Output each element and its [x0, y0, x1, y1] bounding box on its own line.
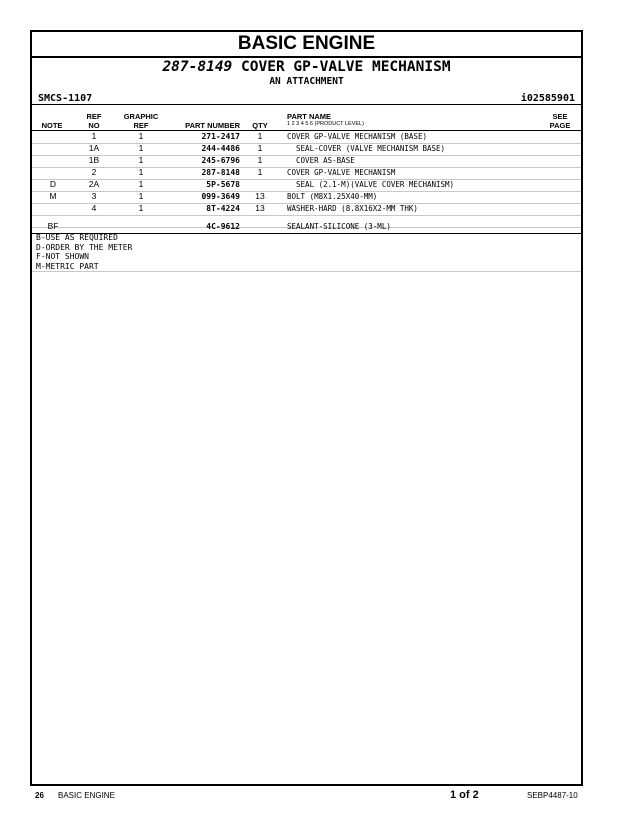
- note-item: M-METRIC PART: [36, 261, 99, 271]
- footer-page-of: 1 of 2: [450, 789, 479, 801]
- page-frame: [30, 30, 583, 786]
- row-note: BF: [47, 221, 59, 231]
- table-row: [32, 203, 581, 216]
- notes-rule: [32, 271, 581, 272]
- row-part-number[interactable]: 4C-9612: [206, 222, 240, 231]
- row-part-number[interactable]: 5P-5678: [206, 180, 240, 189]
- header-graphic-bottom: REF: [133, 121, 149, 130]
- row-ref: 1A: [88, 143, 100, 153]
- row-qty: 1: [257, 143, 263, 153]
- header-graphic-top: GRAPHIC: [123, 112, 159, 121]
- row-graphic-ref: 1: [138, 179, 144, 189]
- row-ref: 1: [91, 131, 97, 141]
- row-qty: 13: [255, 191, 265, 201]
- table-row: [32, 143, 581, 156]
- row-graphic-ref: 1: [138, 191, 144, 201]
- row-part-number[interactable]: 287-8148: [201, 168, 240, 177]
- table-row: [32, 167, 581, 180]
- footer-section: BASIC ENGINE: [58, 791, 115, 800]
- row-part-number[interactable]: 244-4486: [201, 144, 240, 153]
- row-graphic-ref: 1: [138, 155, 144, 165]
- header-ref-bottom: NO: [88, 121, 100, 130]
- row-graphic-ref: 1: [138, 143, 144, 153]
- row-ref: 2: [91, 167, 97, 177]
- header-see-top: SEE: [552, 112, 568, 121]
- table-row: [32, 179, 581, 192]
- section-title: BASIC ENGINE: [32, 32, 581, 58]
- row-part-number[interactable]: 271-2417: [201, 132, 240, 141]
- table-row: [32, 155, 581, 168]
- row-ref: 3: [91, 191, 97, 201]
- group-part-number[interactable]: 287-8149: [162, 59, 233, 75]
- header-part-number: PART NUMBER: [185, 121, 240, 130]
- row-part-name: SEALANT-SILICONE (3-ML): [287, 222, 391, 231]
- row-part-name: SEAL (2.1-M)(VALVE COVER MECHANISM): [287, 180, 455, 189]
- row-qty: 1: [257, 155, 263, 165]
- table-row: [32, 191, 581, 204]
- table-row: [32, 131, 581, 144]
- row-ref: 1B: [88, 155, 100, 165]
- note-item: B-USE AS REQUIRED: [36, 233, 118, 242]
- notes-legend: [36, 233, 132, 271]
- group-subtitle: AN ATTACHMENT: [269, 76, 344, 87]
- footer-doc-id: SEBP4487-10: [527, 791, 578, 800]
- header-product-levels: 1 2 3 4 5 6 (PRODUCT LEVEL): [287, 121, 364, 127]
- row-ref: 2A: [88, 179, 100, 189]
- header-ref-top: REF: [86, 112, 102, 121]
- row-part-name: SEAL-COVER (VALVE MECHANISM BASE): [287, 144, 446, 153]
- note-item: F-NOT SHOWN: [36, 252, 89, 261]
- row-ref: 4: [91, 203, 97, 213]
- header-note: NOTE: [41, 121, 63, 130]
- row-graphic-ref: 1: [138, 131, 144, 141]
- header-qty: QTY: [252, 121, 268, 130]
- table-row: [32, 221, 581, 234]
- header-part-name: PART NAME: [287, 112, 332, 121]
- row-part-name: COVER AS-BASE: [287, 156, 355, 165]
- header-rule-top: [32, 104, 581, 105]
- group-name: COVER GP-VALVE MECHANISM: [241, 59, 451, 75]
- row-qty: 1: [257, 131, 263, 141]
- row-part-name: BOLT (M8X1.25X40-MM): [287, 192, 378, 201]
- row-qty: 1: [257, 167, 263, 177]
- group-title: [32, 59, 581, 75]
- row-part-name: COVER GP-VALVE MECHANISM (BASE): [287, 132, 427, 141]
- row-part-name: COVER GP-VALVE MECHANISM: [287, 168, 396, 177]
- row-qty: 13: [255, 203, 265, 213]
- row-part-number[interactable]: 099-3649: [201, 192, 240, 201]
- row-graphic-ref: 1: [138, 167, 144, 177]
- header-see-bottom: PAGE: [549, 121, 571, 130]
- row-part-number[interactable]: 8T-4224: [206, 204, 240, 213]
- illustration-id: i02585901: [520, 93, 575, 104]
- footer-page-number: 26: [35, 791, 44, 800]
- row-graphic-ref: 1: [138, 203, 144, 213]
- smcs-code: SMCS-1107: [38, 93, 93, 104]
- row-note: M: [49, 191, 57, 201]
- note-item: D-ORDER BY THE METER: [36, 242, 133, 252]
- row-part-name: WASHER-HARD (8.8X16X2-MM THK): [287, 204, 418, 213]
- row-part-number[interactable]: 245-6796: [201, 156, 240, 165]
- row-note: D: [49, 179, 57, 189]
